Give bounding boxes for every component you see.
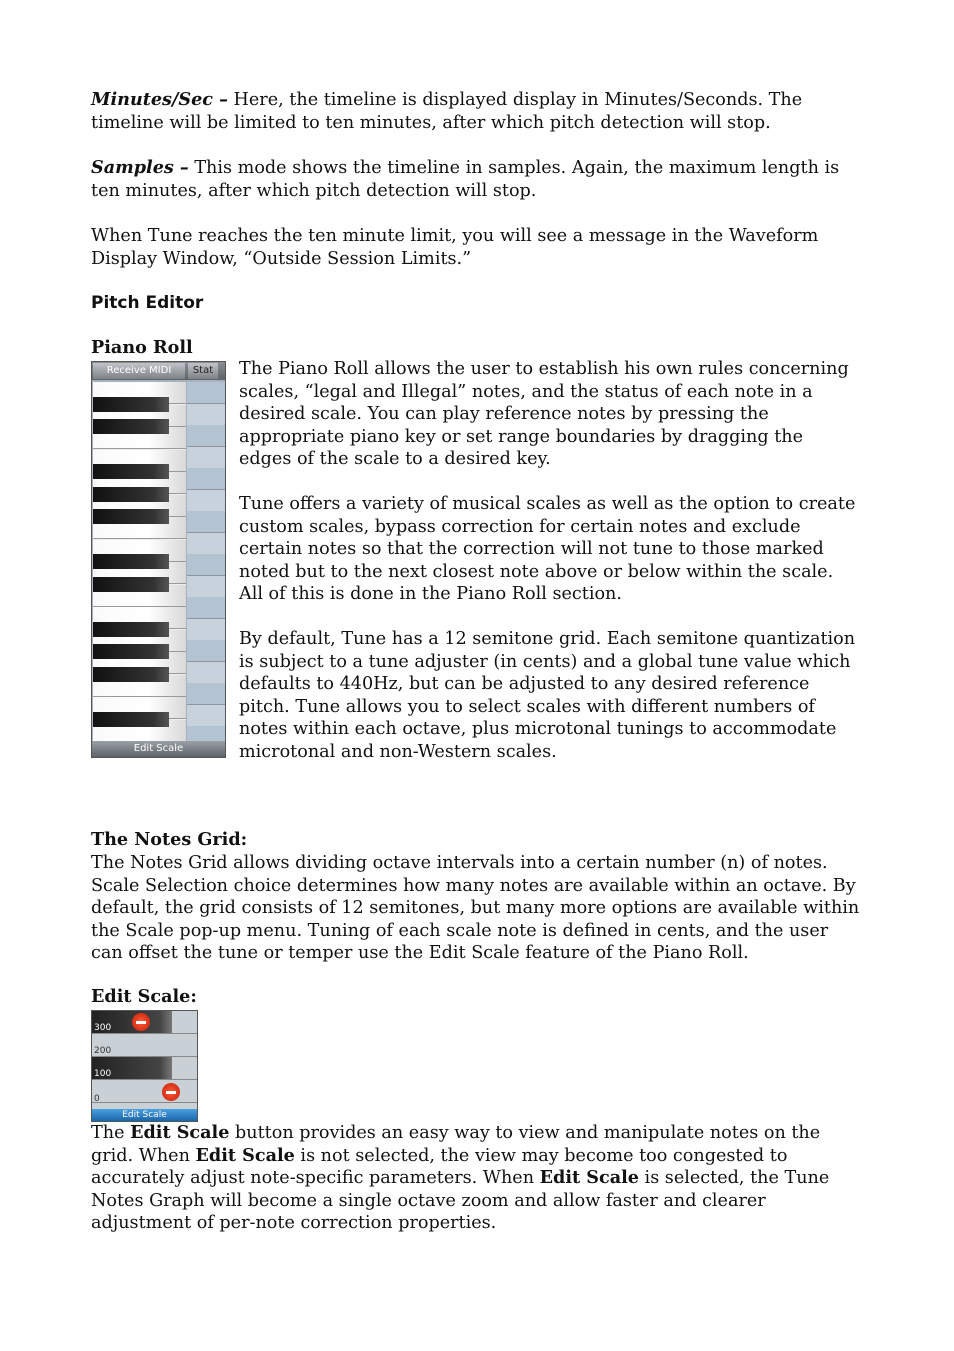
para-samples [91, 157, 861, 202]
black-key[interactable] [93, 622, 169, 637]
heading-pitch-editor: Pitch Editor [91, 293, 204, 313]
note-status-cell[interactable] [187, 382, 225, 404]
black-key[interactable] [93, 554, 169, 569]
piano-roll-status-grid[interactable] [187, 382, 225, 742]
exclude-note-icon[interactable] [132, 1013, 150, 1031]
edit-text: The [91, 1123, 131, 1143]
samples-text: This mode shows the timeline in samples. Again, the maximum length is ten minutes, after which pitch detection will stop. [91, 158, 840, 201]
note-status-cell[interactable] [187, 619, 225, 641]
edit-text: button provides an easy way to view and manipulate notes on the grid. When [91, 1123, 821, 1166]
note-status-cell[interactable] [187, 533, 225, 555]
edit-scale-widget [91, 1010, 198, 1122]
note-status-cell[interactable] [187, 511, 225, 533]
piano-roll-widget [91, 361, 226, 758]
note-status-cell[interactable] [187, 447, 225, 469]
black-key[interactable] [93, 487, 169, 502]
samples-term: Samples – [91, 157, 189, 178]
note-status-cell[interactable] [187, 597, 225, 619]
cents-label: 200 [94, 1046, 112, 1056]
piano-roll-para-1: The Piano Roll allows the user to establish his own rules concerning scales, “legal and Illegal” notes, and the status of each note in a desired scale. You can play reference notes by pressing the appropriate piano key or set range boundaries by dragging the edges of the scale to a desired key. [239, 359, 849, 470]
heading-piano-roll: Piano Roll [91, 337, 193, 358]
note-status-cell[interactable] [187, 404, 225, 426]
para-session-limit: When Tune reaches the ten minute limit, you will see a message in the Waveform Display Window, “Outside Session Limits.” [91, 226, 819, 269]
edit-scale-widget-button[interactable]: Edit Scale [92, 1109, 197, 1121]
edit-text: is selected, the Tune Notes Graph will become a single octave zoom and allow faster and clearer adjustment of per-note correction properties. [91, 1168, 830, 1234]
cents-label: 300 [94, 1023, 112, 1033]
cents-label: 100 [94, 1069, 112, 1079]
para-minutes-sec [91, 89, 861, 134]
note-status-cell[interactable] [187, 468, 225, 490]
edit-scale-row [92, 1034, 197, 1057]
black-key[interactable] [93, 464, 169, 479]
note-status-cell[interactable] [187, 576, 225, 598]
edit-scale-button[interactable]: Edit Scale [92, 741, 225, 757]
minutes-sec-term: Minutes/Sec – [91, 89, 228, 110]
heading-edit-scale: Edit Scale: [91, 986, 197, 1007]
minutes-sec-text: Here, the timeline is displayed display in Minutes/Seconds. The timeline will be limited to ten minutes, after which pitch detection will stop. [91, 90, 803, 133]
edit-text: is not selected, the view may become too congested to accurately adjust note-specific parameters. When [91, 1145, 788, 1189]
note-status-cell[interactable] [187, 662, 225, 684]
black-key[interactable] [93, 577, 169, 592]
piano-keys[interactable] [93, 382, 186, 742]
edit-scale-para [91, 1122, 861, 1235]
edit-scale-row [92, 1057, 197, 1080]
edit-scale-term: Edit Scale [539, 1167, 639, 1189]
black-key[interactable] [93, 509, 169, 524]
cents-label: 0 [94, 1094, 100, 1104]
exclude-note-icon[interactable] [162, 1083, 180, 1101]
heading-notes-grid: The Notes Grid: [91, 829, 248, 850]
note-status-cell[interactable] [187, 425, 225, 447]
black-key[interactable] [93, 644, 169, 659]
receive-midi-button[interactable]: Receive MIDI [93, 363, 185, 379]
stat-column-header: Stat [188, 363, 218, 379]
edit-scale-term: Edit Scale [130, 1122, 230, 1143]
black-key[interactable] [93, 419, 169, 434]
piano-roll-para-3: By default, Tune has a 12 semitone grid. Each semitone quantization is subject to a tune adjuster (in cents) and a global tune value which defaults to 440Hz, but can be adjusted to any desired reference pitch. Tune allows you to select scales with different numbers of notes within each octave, plus microtonal tunings to accommodate microtonal and non-Western scales. [239, 629, 856, 762]
black-key[interactable] [93, 712, 169, 727]
edit-scale-row [92, 1011, 197, 1034]
note-status-cell[interactable] [187, 490, 225, 512]
black-key[interactable] [93, 397, 169, 412]
notes-grid-para: The Notes Grid allows dividing octave intervals into a certain number (n) of notes. Scale Selection choice determines how many notes are available within an octave. By default, the grid consists of 12 semitones, but many more options are available within the Scale pop-up menu. Tuning of each scale note is defined in cents, and the user can offset the tune or temper use the Edit Scale feature of the Piano Roll. [91, 853, 860, 964]
note-status-cell[interactable] [187, 640, 225, 662]
note-status-cell[interactable] [187, 554, 225, 576]
note-status-cell[interactable] [187, 683, 225, 705]
piano-roll-para-2: Tune offers a variety of musical scales as well as the option to create custom scales, bypass correction for certain notes and exclude certain notes so that the correction will not tune to those marked noted but to the next closest note above or below within the scale. All of this is done in the Piano Roll section. [239, 494, 856, 605]
edit-scale-row [92, 1080, 197, 1103]
edit-scale-term: Edit Scale [195, 1144, 295, 1166]
note-status-cell[interactable] [187, 705, 225, 727]
black-key[interactable] [93, 667, 169, 682]
